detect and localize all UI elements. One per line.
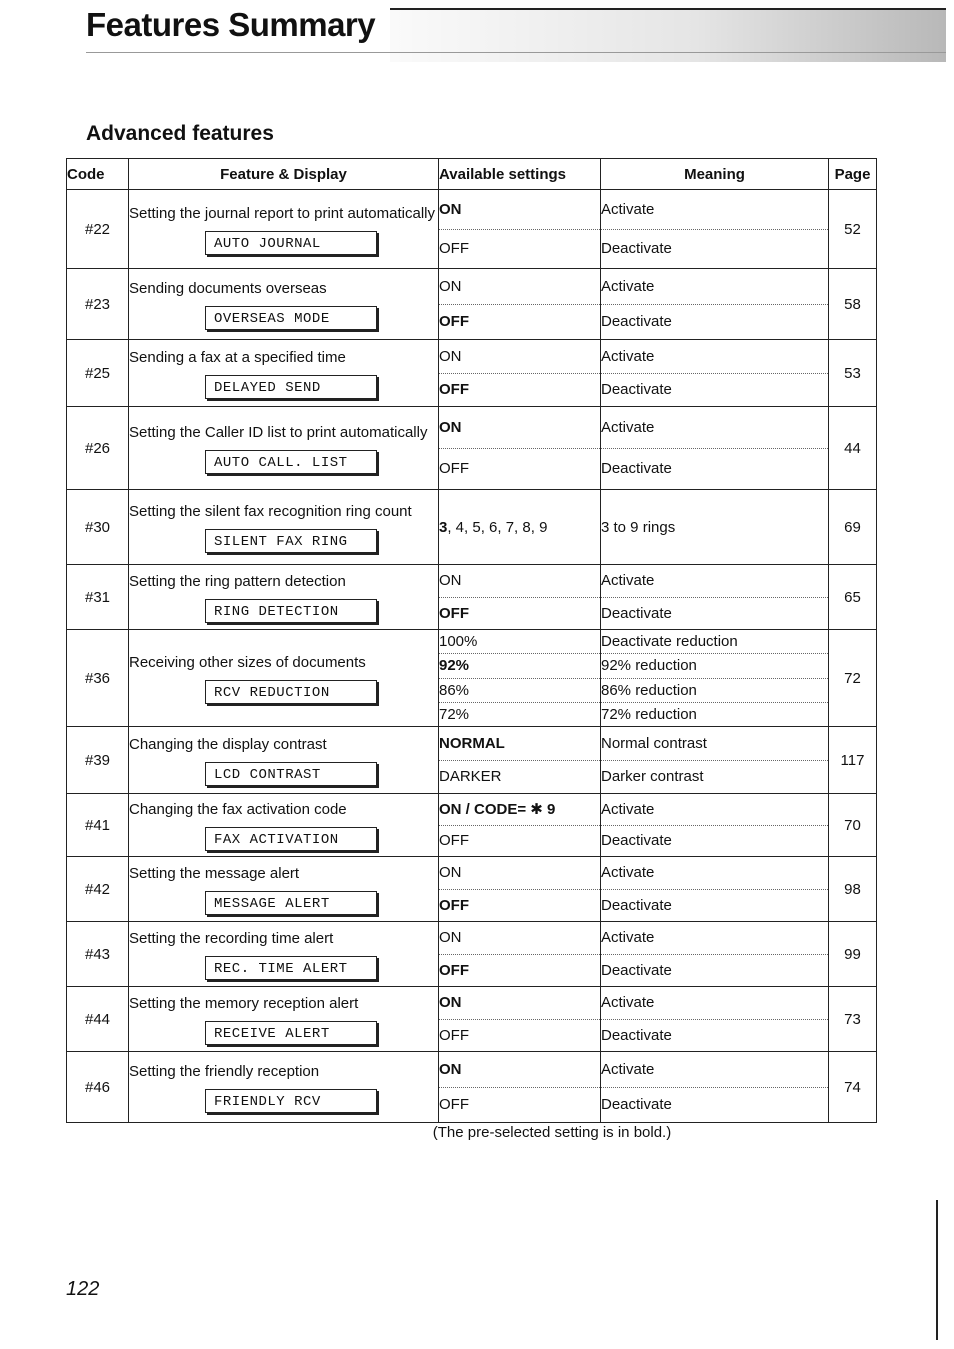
- setting-option: [439, 407, 600, 449]
- title-shading-band: [390, 8, 946, 62]
- display-message-box: MESSAGE ALERT: [205, 891, 377, 915]
- table-row: [67, 190, 877, 269]
- feature-cell: [129, 190, 439, 269]
- feature-cell: [129, 490, 439, 565]
- page-reference: 117: [829, 727, 877, 794]
- feature-description: Receiving other sizes of documents: [129, 653, 366, 671]
- meaning-text: Deactivate: [601, 604, 672, 622]
- meaning-text: Activate: [601, 340, 828, 374]
- display-message-box: AUTO CALL. LIST: [205, 450, 377, 474]
- table-row: [67, 269, 877, 340]
- setting-value: 72%: [439, 705, 470, 723]
- feature-description: Setting the memory reception alert: [129, 994, 359, 1012]
- setting-value: 92%: [439, 657, 470, 675]
- setting-value: OFF: [439, 832, 469, 850]
- setting-value: ON / CODE= ✱ 9: [439, 801, 556, 819]
- feature-description: Setting the friendly reception: [129, 1062, 320, 1080]
- meaning-cell: [601, 922, 829, 987]
- page-reference: 73: [829, 987, 877, 1052]
- table-row: [67, 1052, 877, 1123]
- feature-code: #31: [67, 565, 129, 630]
- setting-value: OFF: [439, 1096, 469, 1114]
- display-message-box: LCD CONTRAST: [205, 762, 377, 786]
- feature-cell: [129, 1052, 439, 1123]
- meaning-cell: [601, 190, 829, 269]
- page-reference: 65: [829, 565, 877, 630]
- meaning-text: Deactivate: [601, 460, 672, 478]
- setting-option: [439, 190, 600, 230]
- column-header-page: Page: [829, 159, 877, 190]
- setting-value: OFF: [439, 381, 469, 399]
- feature-description: Setting the message alert: [129, 864, 300, 882]
- meaning-text: Deactivate: [601, 896, 672, 914]
- meaning-text: Deactivate: [601, 961, 672, 979]
- setting-value: ON: [439, 1060, 462, 1078]
- table-row: [67, 857, 877, 922]
- meaning-cell: [601, 340, 829, 407]
- footnote: (The pre-selected setting is in bold.): [432, 1124, 672, 1141]
- table-row: [67, 340, 877, 407]
- setting-value-rest: , 4, 5, 6, 7, 8, 9: [447, 518, 548, 536]
- feature-code: #25: [67, 340, 129, 407]
- setting-option: [439, 565, 600, 598]
- page-reference: 44: [829, 407, 877, 490]
- meaning-text: Deactivate reduction: [601, 630, 828, 654]
- meaning-cell: [601, 727, 829, 794]
- settings-cell: [439, 630, 601, 727]
- meaning-cell: [601, 1052, 829, 1123]
- setting-option: [439, 374, 600, 407]
- setting-option: [439, 826, 600, 857]
- setting-value: DARKER: [439, 768, 502, 786]
- meaning-cell: [601, 407, 829, 490]
- table-row: [67, 794, 877, 857]
- meaning-text: Activate: [601, 922, 828, 955]
- setting-option: [439, 857, 600, 890]
- setting-value: ON: [439, 277, 462, 295]
- setting-value: ON: [439, 418, 462, 436]
- meaning-text: Deactivate: [601, 313, 672, 331]
- display-message-box: SILENT FAX RING: [205, 529, 377, 553]
- setting-value: OFF: [439, 313, 469, 331]
- settings-cell: [439, 857, 601, 922]
- feature-code: #46: [67, 1052, 129, 1123]
- setting-value: 3: [439, 518, 448, 536]
- meaning-text: Activate: [601, 190, 828, 230]
- table-row: [67, 490, 877, 565]
- setting-option: [439, 727, 600, 761]
- display-message-box: FAX ACTIVATION: [205, 827, 377, 851]
- settings-cell: [439, 1052, 601, 1123]
- settings-cell: [439, 794, 601, 857]
- meaning-text: Activate: [601, 407, 828, 449]
- settings-cell: [439, 340, 601, 407]
- feature-code: #22: [67, 190, 129, 269]
- feature-code: #30: [67, 490, 129, 565]
- meaning-text: 72% reduction: [601, 705, 697, 723]
- feature-code: #42: [67, 857, 129, 922]
- display-message-box: RECEIVE ALERT: [205, 1021, 377, 1045]
- meaning-text: Deactivate: [601, 240, 672, 258]
- setting-option: [439, 761, 600, 794]
- settings-cell: [439, 407, 601, 490]
- feature-cell: [129, 565, 439, 630]
- feature-description: Setting the journal report to print automatically: [129, 204, 435, 222]
- display-message-box: OVERSEAS MODE: [205, 306, 377, 330]
- table-row: [67, 987, 877, 1052]
- page-title: Features Summary: [86, 6, 376, 43]
- meaning-text: Activate: [601, 857, 828, 890]
- table-row: [67, 407, 877, 490]
- setting-option: [439, 679, 600, 703]
- edge-mark: [936, 1200, 938, 1340]
- meaning-text: 3 to 9 rings: [601, 518, 676, 536]
- setting-option: [439, 1020, 600, 1052]
- feature-description: Changing the fax activation code: [129, 800, 347, 818]
- feature-code: #23: [67, 269, 129, 340]
- setting-value: 86%: [439, 681, 470, 699]
- setting-value: OFF: [439, 240, 469, 258]
- meaning-text: Activate: [601, 1052, 828, 1088]
- page-reference: 52: [829, 190, 877, 269]
- display-message-box: DELAYED SEND: [205, 375, 377, 399]
- setting-value: OFF: [439, 896, 469, 914]
- feature-description: Sending a fax at a specified time: [129, 348, 346, 366]
- meaning-cell: [601, 987, 829, 1052]
- setting-option: [439, 230, 600, 269]
- feature-description: Setting the recording time alert: [129, 929, 334, 947]
- feature-description: Setting the silent fax recognition ring count: [129, 502, 412, 520]
- setting-value: ON: [439, 994, 462, 1012]
- features-table: [66, 158, 877, 1123]
- table-header-row: [67, 159, 877, 190]
- setting-option: [439, 340, 600, 374]
- setting-option: [439, 449, 600, 490]
- setting-option: [439, 922, 600, 955]
- settings-cell: [439, 490, 601, 565]
- meaning-text: Deactivate: [601, 381, 672, 399]
- setting-value: OFF: [439, 604, 469, 622]
- table-row: [67, 727, 877, 794]
- setting-option: [439, 490, 600, 564]
- setting-option: [439, 630, 600, 654]
- page-reference: 53: [829, 340, 877, 407]
- feature-code: #26: [67, 407, 129, 490]
- settings-cell: [439, 269, 601, 340]
- display-message-box: RCV REDUCTION: [205, 680, 377, 704]
- meaning-text: Activate: [601, 794, 828, 826]
- meaning-text: 86% reduction: [601, 679, 828, 703]
- feature-cell: [129, 987, 439, 1052]
- feature-cell: [129, 922, 439, 987]
- display-message-box: AUTO JOURNAL: [205, 231, 377, 255]
- feature-description: Setting the Caller ID list to print automatically: [129, 423, 428, 441]
- feature-description: Sending documents overseas: [129, 279, 327, 297]
- setting-value: OFF: [439, 460, 469, 478]
- page-reference: 69: [829, 490, 877, 565]
- feature-rows: [67, 190, 877, 1123]
- table-row: [67, 922, 877, 987]
- feature-code: #36: [67, 630, 129, 727]
- setting-option: [439, 305, 600, 340]
- meaning-text: Activate: [601, 269, 828, 305]
- setting-option: [439, 1052, 600, 1088]
- feature-cell: [129, 727, 439, 794]
- feature-cell: [129, 269, 439, 340]
- setting-value: ON: [439, 572, 462, 590]
- feature-cell: [129, 407, 439, 490]
- display-message-box: RING DETECTION: [205, 599, 377, 623]
- column-header-code: Code: [67, 159, 129, 190]
- meaning-cell: [601, 565, 829, 630]
- table-row: [67, 565, 877, 630]
- setting-option: [439, 955, 600, 987]
- section-title: Advanced features: [86, 122, 274, 145]
- setting-option: [439, 1088, 600, 1123]
- feature-cell: [129, 630, 439, 727]
- meaning-cell: [601, 630, 829, 727]
- settings-cell: [439, 190, 601, 269]
- settings-cell: [439, 987, 601, 1052]
- meaning-text: Activate: [601, 565, 828, 598]
- page-reference: 98: [829, 857, 877, 922]
- meaning-text: Deactivate: [601, 1096, 672, 1114]
- feature-code: #39: [67, 727, 129, 794]
- settings-cell: [439, 727, 601, 794]
- setting-value: OFF: [439, 1026, 469, 1044]
- page-reference: 58: [829, 269, 877, 340]
- meaning-text: Activate: [601, 987, 828, 1020]
- setting-value: 100%: [439, 633, 478, 651]
- meaning-cell: [601, 490, 829, 565]
- feature-code: #41: [67, 794, 129, 857]
- feature-description: Changing the display contrast: [129, 735, 327, 753]
- page-reference: 74: [829, 1052, 877, 1123]
- feature-cell: [129, 794, 439, 857]
- title-rule: [86, 52, 946, 53]
- setting-option: [439, 598, 600, 630]
- feature-cell: [129, 340, 439, 407]
- page-reference: 99: [829, 922, 877, 987]
- feature-code: #43: [67, 922, 129, 987]
- setting-option: [439, 987, 600, 1020]
- display-message-box: FRIENDLY RCV: [205, 1089, 377, 1113]
- page-reference: 72: [829, 630, 877, 727]
- meaning-cell: [601, 794, 829, 857]
- feature-description: Setting the ring pattern detection: [129, 572, 346, 590]
- settings-cell: [439, 922, 601, 987]
- page-number: 122: [66, 1278, 100, 1300]
- meaning-text: Darker contrast: [601, 768, 704, 786]
- meaning-text: 92% reduction: [601, 654, 828, 678]
- meaning-text: Deactivate: [601, 1026, 672, 1044]
- meaning-text: Normal contrast: [601, 727, 828, 761]
- setting-option: [439, 703, 600, 726]
- setting-value: OFF: [439, 961, 469, 979]
- setting-option: [439, 794, 600, 826]
- setting-value: ON: [439, 347, 462, 365]
- feature-code: #44: [67, 987, 129, 1052]
- setting-option: [439, 269, 600, 305]
- setting-value: ON: [439, 200, 462, 218]
- column-header-settings: Available settings: [439, 159, 601, 190]
- meaning-cell: [601, 857, 829, 922]
- setting-value: NORMAL: [439, 734, 505, 752]
- page-reference: 70: [829, 794, 877, 857]
- setting-value: ON: [439, 929, 462, 947]
- setting-value: ON: [439, 864, 462, 882]
- meaning-cell: [601, 269, 829, 340]
- meaning-text: Deactivate: [601, 832, 672, 850]
- display-message-box: REC. TIME ALERT: [205, 956, 377, 980]
- column-header-meaning: Meaning: [601, 159, 829, 190]
- column-header-feature: Feature & Display: [129, 159, 439, 190]
- feature-cell: [129, 857, 439, 922]
- settings-cell: [439, 565, 601, 630]
- table-row: [67, 630, 877, 727]
- setting-option: [439, 654, 600, 678]
- setting-option: [439, 890, 600, 922]
